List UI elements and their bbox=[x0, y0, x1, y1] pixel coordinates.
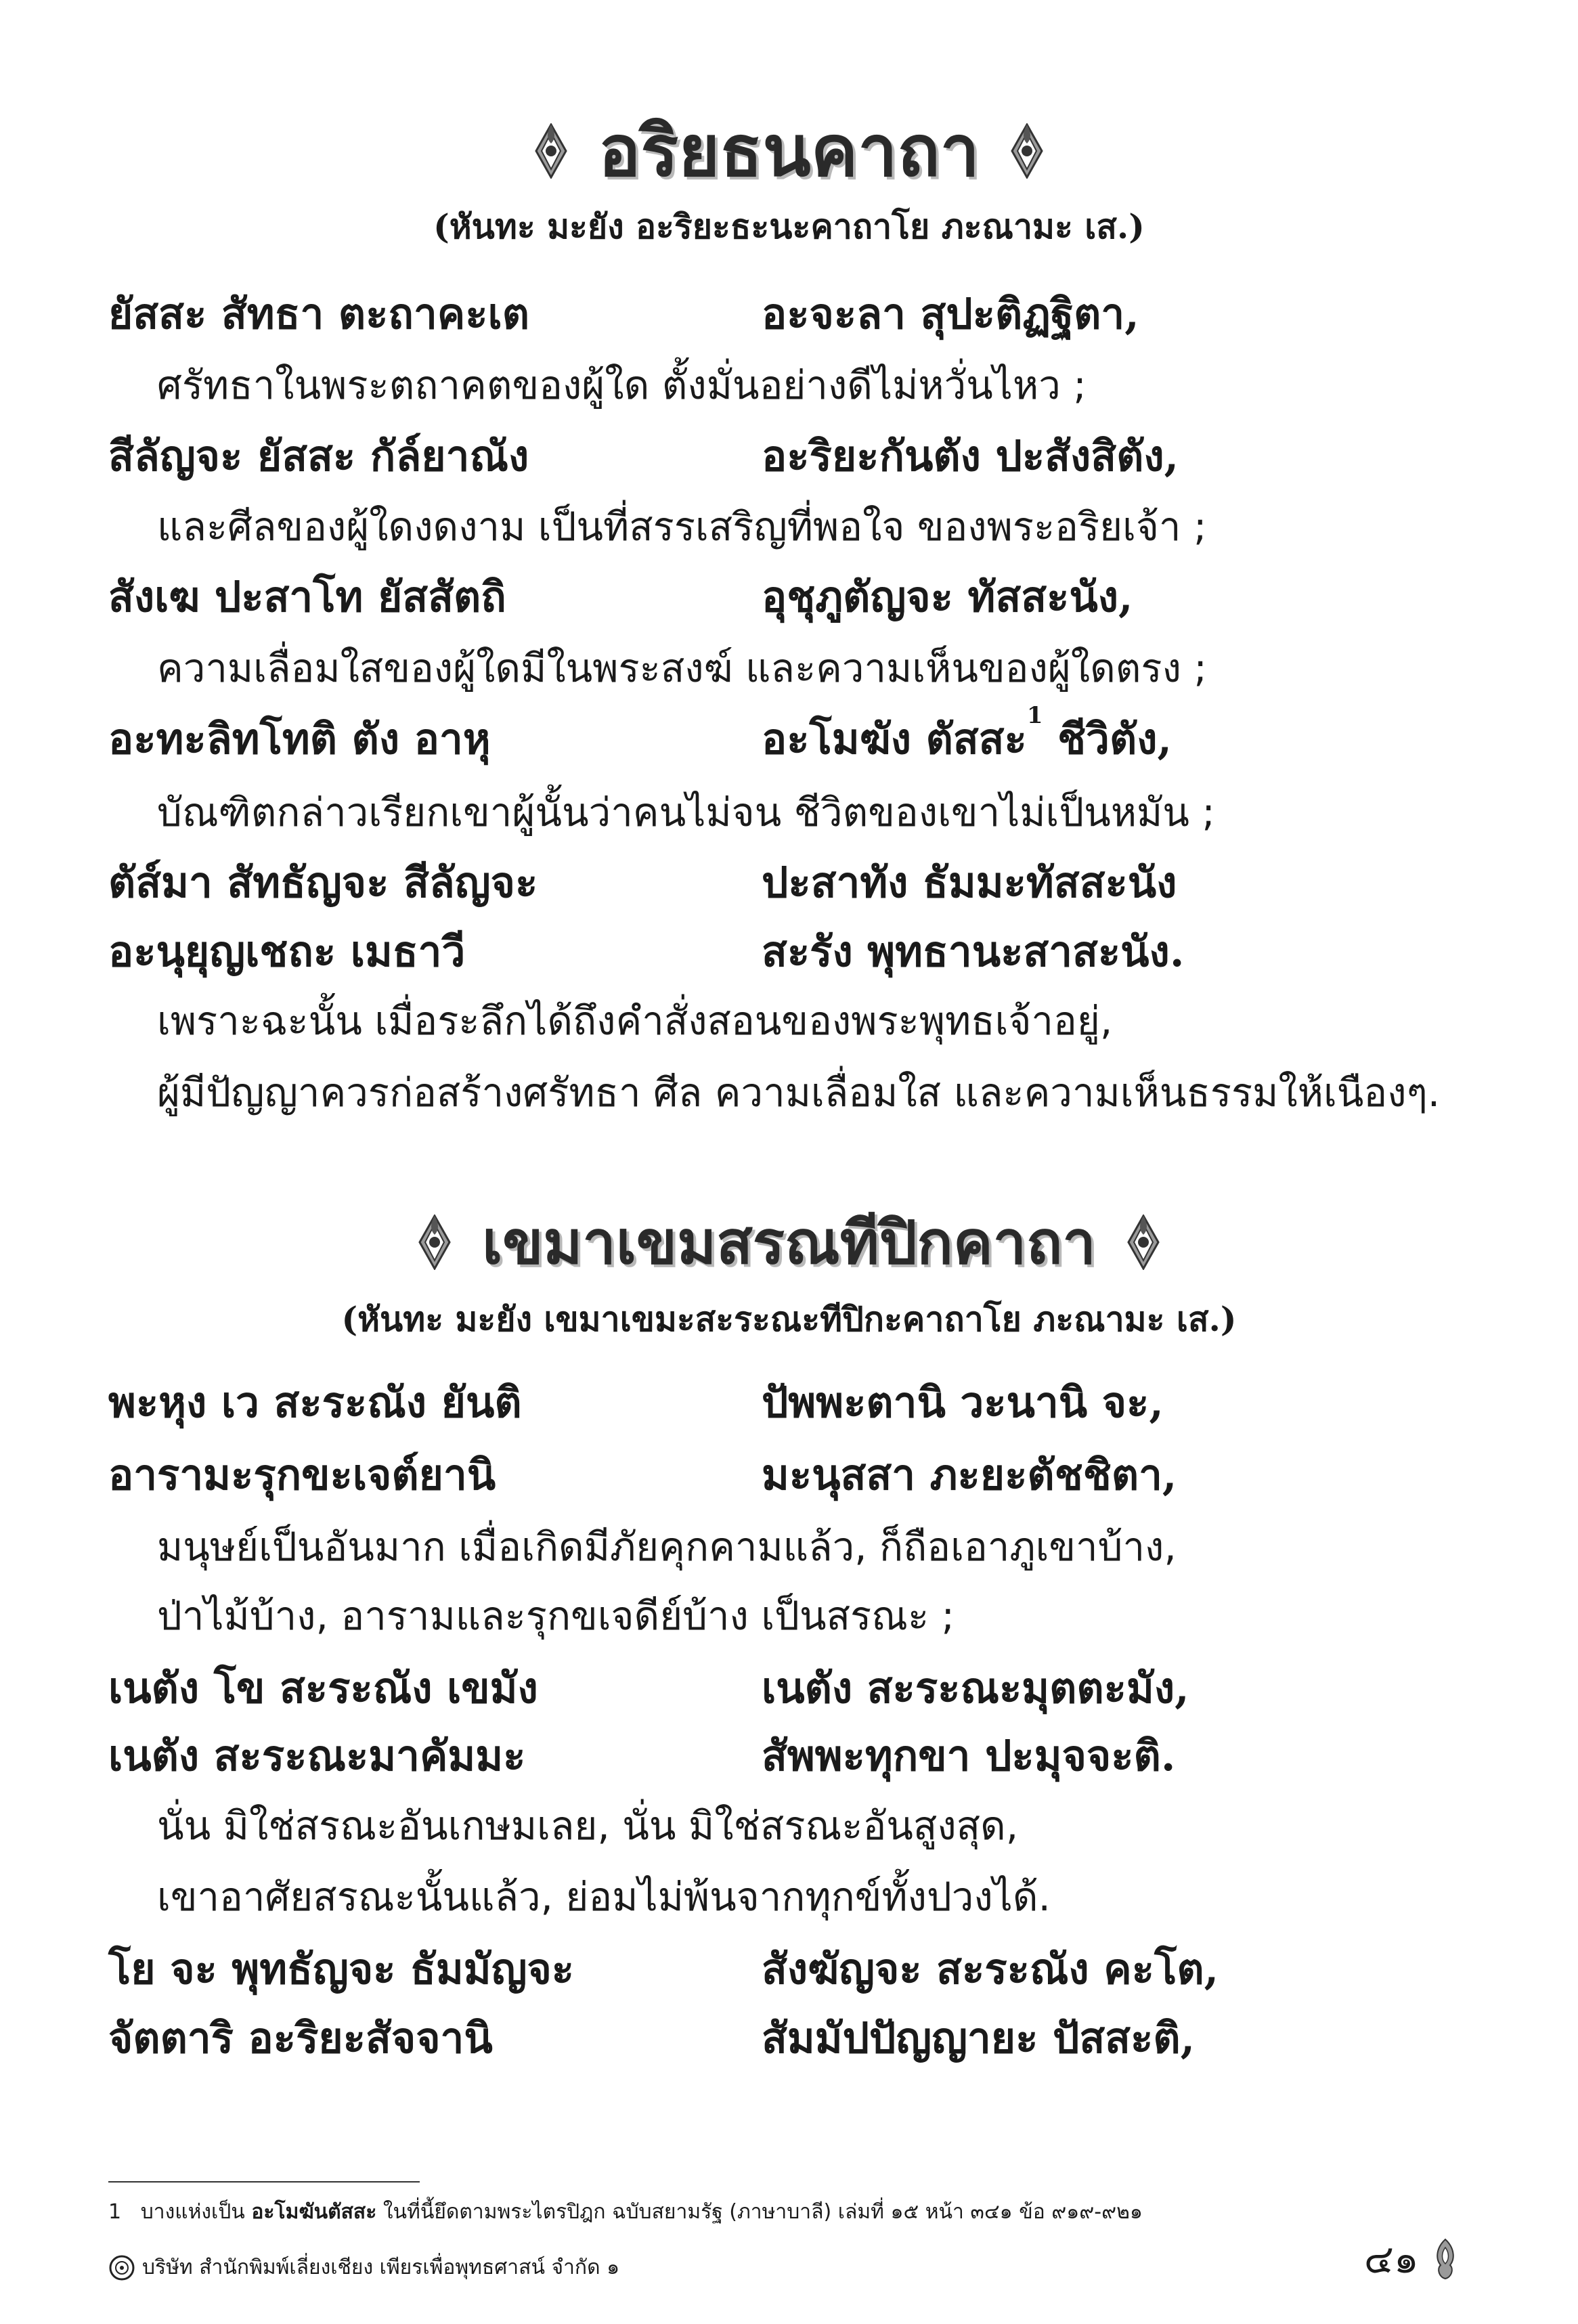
pali-verse-first-half: พะหุง เว สะระณัง ยันติ bbox=[108, 1378, 522, 1427]
footnote-number: 1 bbox=[108, 2200, 122, 2224]
pali-verse-first-half: อารามะรุกขะเจต์ยานิ bbox=[108, 1450, 496, 1499]
ornament-right-icon bbox=[1119, 1214, 1168, 1270]
pali-verse-line bbox=[108, 1723, 1530, 1780]
pali-verse-second-half: ปะสาทัง ธัมมะทัสสะนัง bbox=[762, 858, 1177, 907]
page-ornament-icon bbox=[1431, 2238, 1460, 2280]
pali-verse-second-half: สัพพะทุกขา ปะมุจจะติ. bbox=[762, 1731, 1176, 1780]
pali-verse-first-half: ยัสสะ สัทธา ตะถาคะเต bbox=[108, 289, 529, 338]
footnote-text-post: ในที่นี้ยึดตามพระไตรปิฎก ฉบับสยามรัฐ (ภาษาบาลี) เล่มที่ ๑๕ หน้า ๓๔๑ ข้อ ๙๑๙-๙๒๑ bbox=[376, 2200, 1143, 2224]
publisher-text: บริษัท สำนักพิมพ์เลี่ยงเชียง เพียรเพื่อพุทธศาสน์ จำกัด ๑ bbox=[142, 2256, 620, 2279]
pali-verse-line bbox=[108, 850, 1530, 907]
thai-translation-line: นั่น มิใช่สรณะอันเกษมเลย, นั่น มิใช่สรณะอันสูงสุด, bbox=[157, 1803, 1019, 1849]
ornament-left-icon bbox=[410, 1214, 459, 1270]
pali-verse-second-half: สะรัง พุทธานะสาสะนัง. bbox=[762, 927, 1185, 976]
footnote-text-bold: อะโมฆันตัสสะ bbox=[251, 2200, 377, 2224]
section1-subtitle: (หันทะ มะยัง อะริยะธะนะคาถาโย ภะณามะ เส.) bbox=[433, 206, 1145, 246]
section2-subtitle: (หันทะ มะยัง เขมาเขมะสะระณะทีปิกะคาถาโย ภะณามะ เส.) bbox=[341, 1299, 1237, 1339]
pali-verse-first-half: เนตัง สะระณะมาคัมมะ bbox=[108, 1731, 526, 1780]
pali-verse-first-half: สีลัญจะ ยัสสะ กัล์ยาณัง bbox=[108, 431, 529, 481]
pali-verse-first-half: อะทะลิทโทติ ตัง อาหุ bbox=[108, 714, 491, 764]
pali-verse-line bbox=[108, 2005, 1530, 2063]
publisher-logo-icon bbox=[108, 2254, 135, 2281]
pali-verse-line bbox=[108, 1442, 1530, 1499]
section1-heading bbox=[0, 95, 1578, 206]
footnote bbox=[108, 2196, 1143, 2228]
pali-verse-line bbox=[108, 281, 1530, 338]
footnote-marker: 1 bbox=[1026, 702, 1043, 729]
pali-verse-line bbox=[108, 1655, 1530, 1713]
section2-title: เขมาเขมสรณทีปิกคาถา bbox=[482, 1208, 1096, 1277]
pali-verse-first-half: ตัส์มา สัทธัญจะ สีลัญจะ bbox=[108, 858, 538, 907]
thai-translation-line: ศรัทธาในพระตถาคตของผู้ใด ตั้งมั่นอย่างดีไม่หวั่นไหว ; bbox=[157, 362, 1087, 408]
thai-translation-line: ผู้มีปัญญาควรก่อสร้างศรัทธา ศีล ความเลื่อมใส และความเห็นธรรมให้เนืองๆ. bbox=[157, 1070, 1441, 1116]
pali-verse-line bbox=[108, 702, 1530, 764]
publisher-line bbox=[108, 2252, 619, 2283]
pali-verse-line bbox=[108, 1936, 1530, 1994]
pali-verse-first-half: จัตตาริ อะริยะสัจจานิ bbox=[108, 2013, 493, 2063]
thai-translation-line: ความเลื่อมใสของผู้ใดมีในพระสงฆ์ และความเห็นของผู้ใดตรง ; bbox=[157, 645, 1207, 691]
pali-verse-first-half: เนตัง โข สะระณัง เขมัง bbox=[108, 1663, 538, 1713]
footnote-rule bbox=[108, 2181, 420, 2183]
thai-translation-line: บัณฑิตกล่าวเรียกเขาผู้นั้นว่าคนไม่จน ชีวิตของเขาไม่เป็นหมัน ; bbox=[157, 789, 1215, 835]
pali-verse-second-half: อะจะลา สุปะติฏฐิตา, bbox=[762, 289, 1139, 338]
thai-translation-line: มนุษย์เป็นอันมาก เมื่อเกิดมีภัยคุกคามแล้ว, ก็ถือเอาภูเขาบ้าง, bbox=[157, 1524, 1177, 1570]
pali-verse-second-half: อุชุภูตัญจะ ทัสสะนัง, bbox=[762, 572, 1133, 621]
pali-verse-second-half: มะนุสสา ภะยะตัชชิตา, bbox=[762, 1450, 1177, 1499]
pali-verse-second-half: ปัพพะตานิ วะนานิ จะ, bbox=[762, 1378, 1164, 1427]
ornament-left-icon bbox=[527, 123, 575, 179]
pali-verse-line bbox=[108, 423, 1530, 481]
page-number-text: ๔๑ bbox=[1364, 2236, 1419, 2282]
pali-verse-second-half: สัมมัปปัญญายะ ปัสสะติ, bbox=[762, 2013, 1196, 2063]
pali-verse-first-half: สังเฆ ปะสาโท ยัสสัตถิ bbox=[108, 572, 506, 621]
thai-translation-line: และศีลของผู้ใดงดงาม เป็นที่สรรเสริญที่พอใจ ของพระอริยเจ้า ; bbox=[157, 504, 1207, 550]
thai-translation-line: เพราะฉะนั้น เมื่อระลึกได้ถึงคำสั่งสอนของพระพุทธเจ้าอยู่, bbox=[157, 998, 1113, 1044]
footnote-text-pre: บางแห่งเป็น bbox=[140, 2200, 252, 2224]
pali-verse-first-half: โย จะ พุทธัญจะ ธัมมัญจะ bbox=[108, 1944, 575, 1994]
ornament-right-icon bbox=[1003, 123, 1051, 179]
section1-title: อริยธนคาถา bbox=[598, 110, 980, 192]
pali-verse-second-half-part: อะโมฆัง ตัสสะ bbox=[762, 714, 1027, 764]
pali-verse-second-half: สังฆัญจะ สะระณัง คะโต, bbox=[762, 1944, 1219, 1994]
thai-translation-line: เขาอาศัยสรณะนั้นแล้ว, ย่อมไม่พ้นจากทุกข์ทั้งปวงได้. bbox=[157, 1874, 1051, 1920]
pali-verse-second-half-part: ชีวิตัง, bbox=[1043, 714, 1172, 764]
pali-verse-second-half: เนตัง สะระณะมุตตะมัง, bbox=[762, 1663, 1189, 1713]
pali-verse-line bbox=[108, 564, 1530, 621]
page-number bbox=[1364, 2227, 1460, 2290]
section2-heading bbox=[0, 1195, 1578, 1290]
thai-translation-line: ป่าไม้บ้าง, อารามและรุกขเจดีย์บ้าง เป็นสรณะ ; bbox=[157, 1593, 955, 1639]
pali-verse-second-half bbox=[762, 702, 1172, 772]
pali-verse-second-half: อะริยะกันตัง ปะสังสิตัง, bbox=[762, 431, 1179, 481]
pali-verse-first-half: อะนุยุญเชถะ เมธาวี bbox=[108, 927, 466, 976]
pali-verse-line bbox=[108, 1369, 1530, 1427]
pali-verse-line bbox=[108, 919, 1530, 976]
